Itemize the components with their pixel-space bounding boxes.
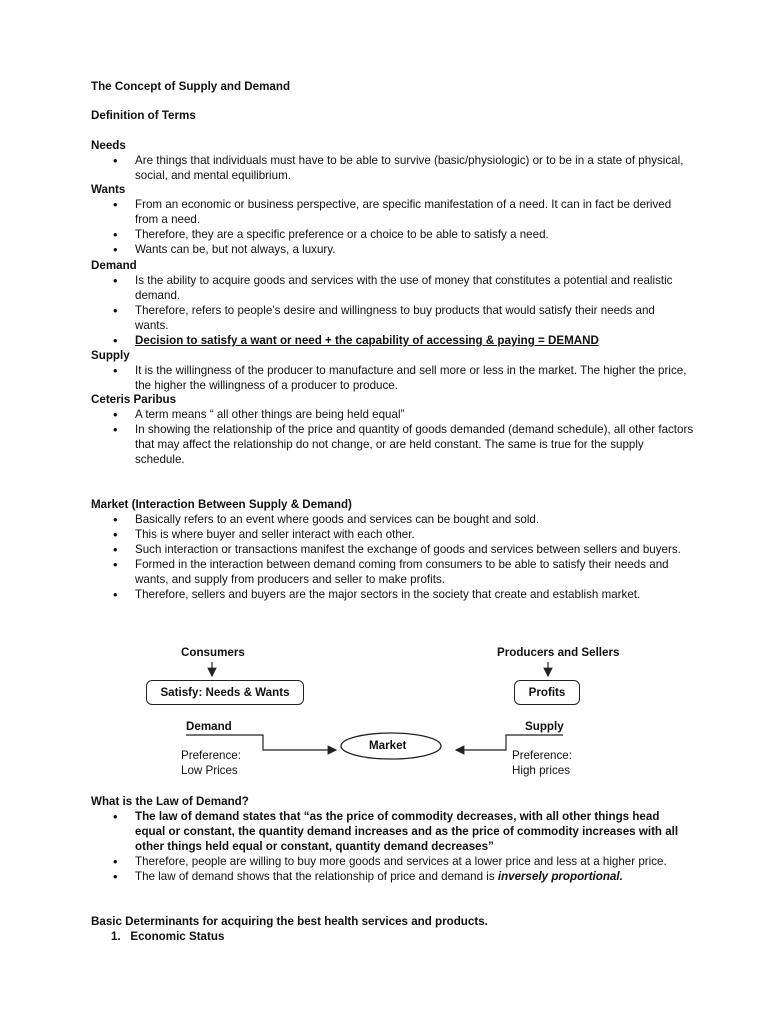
consumers-label: Consumers (181, 646, 245, 659)
term-wants (91, 182, 691, 257)
inversely-proportional: inversely proportional. (497, 870, 623, 883)
list-item: • Therefore, sellers and buyers are the major sectors in the society that create and establish market. (91, 587, 665, 602)
list-item: • From an economic or business perspective, are specific manifestation of a need. It can in fact be derived from a need. (91, 197, 695, 227)
list-item: • Therefore, they are a specific preference or a choice to be able to satisfy a need. (91, 227, 691, 242)
demand-arrow (186, 735, 336, 750)
term-label: Needs (91, 139, 126, 152)
term-supply (91, 348, 691, 393)
market-heading: Market (Interaction Between Supply & Demand) (91, 498, 352, 511)
list-item: • Is the ability to acquire goods and services with the use of money that constitutes a potential and realistic demand. (91, 273, 675, 303)
law-of-demand-section (91, 794, 691, 884)
determinants-heading: Basic Determinants for acquiring the best health services and products. (91, 915, 488, 928)
list-item: • Such interaction or transactions manifest the exchange of goods and services between sellers and buyers. (91, 542, 685, 557)
determinants-section (91, 914, 691, 944)
pref-right-1: Preference: (512, 749, 572, 762)
list-item: • A term means “ all other things are being held equal” (91, 407, 691, 422)
definition-heading: Definition of Terms (91, 109, 196, 122)
list-item: • Wants can be, but not always, a luxury. (91, 242, 691, 257)
market-label: Market (369, 739, 407, 752)
satisfy-box: Satisfy: Needs & Wants (146, 680, 304, 705)
list-item: • It is the willingness of the producer to manufacture and sell more or less in the market. The higher the price, the higher the willingness of a producer to produce. (91, 363, 695, 393)
term-ceteris-paribus (91, 392, 694, 467)
producers-label: Producers and Sellers (497, 646, 620, 659)
term-label: Wants (91, 183, 126, 196)
supply-arrow (456, 735, 563, 750)
pref-left-2: Low Prices (181, 764, 238, 777)
list-item: 1. Economic Status (111, 930, 225, 943)
term-needs (91, 138, 691, 183)
profits-box: Profits (514, 680, 580, 705)
demand-formula: Decision to satisfy a want or need + the capability of accessing & paying = DEMAND (135, 334, 599, 347)
list-item: • Basically refers to an event where goods and services can be bought and sold. (91, 512, 691, 527)
list-item (91, 333, 691, 348)
list-item: • Therefore, refers to people’s desire and willingness to buy products that would satisfy their needs and wants. (91, 303, 665, 333)
term-label: Supply (91, 349, 130, 362)
demand-label: Demand (186, 720, 232, 733)
term-label: Demand (91, 259, 137, 272)
list-item: • Are things that individuals must have to be able to survive (basic/physiologic) or to be in a state of physical, social, and mental equilibrium. (91, 153, 695, 183)
list-item (91, 809, 685, 854)
list-item (91, 869, 691, 884)
market-section (91, 497, 691, 602)
list-item: • In showing the relationship of the price and quantity of goods demanded (demand schedule), all other factors that may affect the relationship do not change, or are held constant. The same is true for the supply schedule. (91, 422, 695, 467)
law-relationship: The law of demand shows that the relationship of price and demand is (135, 870, 498, 883)
pref-left-1: Preference: (181, 749, 241, 762)
list-item: • Therefore, people are willing to buy more goods and services at a lower price and less at a higher price. (91, 854, 675, 869)
supply-label: Supply (525, 720, 564, 733)
term-label: Ceteris Paribus (91, 393, 177, 406)
list-item: • Formed in the interaction between demand coming from consumers to be able to satisfy their needs and wants, and supply from producers and seller to make profits. (91, 557, 675, 587)
list-item: • This is where buyer and seller interact with each other. (91, 527, 691, 542)
document-title: The Concept of Supply and Demand (91, 80, 291, 93)
law-heading: What is the Law of Demand? (91, 795, 249, 808)
pref-right-2: High prices (512, 764, 570, 777)
term-demand (91, 258, 691, 348)
law-statement: The law of demand states that “as the price of commodity decreases, with all other things head equal or constant, the quantity demand increases and as the price of commodity increases with all other things held equal or constant, quantity demand decreases” (135, 810, 679, 853)
